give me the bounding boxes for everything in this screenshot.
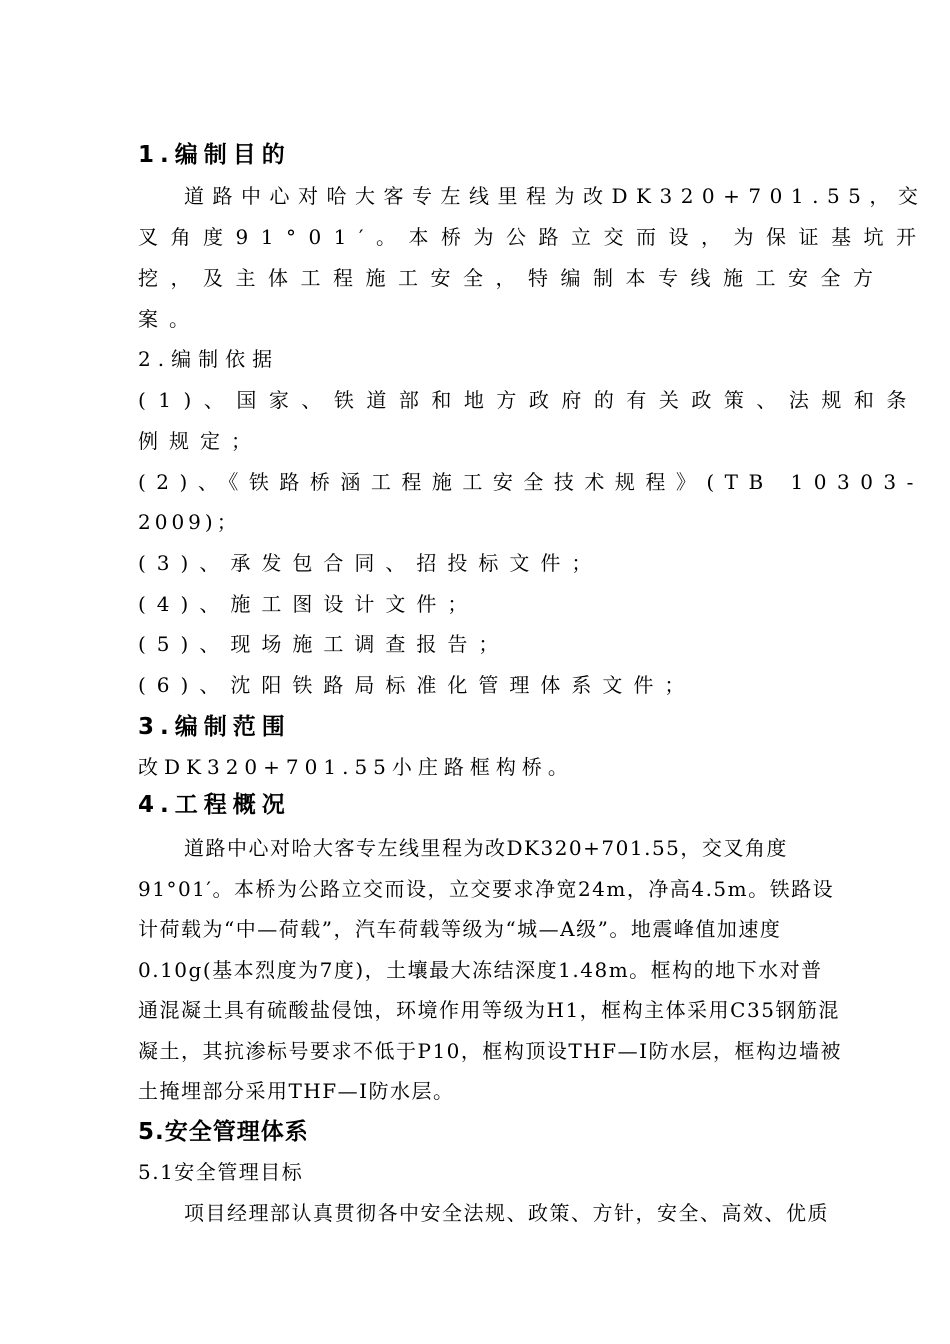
section-4-line-6: 凝土，其抗渗标号要求不低于P10，框构顶设THF—I防水层，框构边墙被: [138, 1039, 842, 1063]
section-4-line-2: 91°01′。本桥为公路立交而设，立交要求净宽24m，净高4.5m。铁路设: [138, 877, 835, 901]
section-1-line-1: 道路中心对哈大客专左线里程为改DK320+701.55，交: [184, 184, 927, 208]
section-2-item-4: (4)、施工图设计文件；: [138, 592, 479, 616]
section-4-line-5: 通混凝土具有硫酸盐侵蚀，环境作用等级为H1，框构主体采用C35钢筋混: [138, 998, 840, 1022]
section-4-line-4: 0.10g(基本烈度为7度)，土壤最大冻结深度1.48m。框构的地下水对普: [138, 958, 823, 982]
section-1-heading: 1.编制目的: [138, 142, 291, 168]
section-4-line-1: 道路中心对哈大客专左线里程为改DK320+701.55，交叉角度: [184, 836, 788, 860]
section-2-item-3: (3)、承发包合同、招投标文件；: [138, 551, 603, 575]
section-1-line-3: 挖，及主体工程施工安全，特编制本专线施工安全方: [138, 266, 886, 290]
section-4-line-7: 土掩埋部分采用THF—I防水层。: [138, 1079, 455, 1103]
section-3-line: 改DK320+701.55小庄路框构桥。: [138, 755, 574, 779]
section-2-item-2-cont: 2009)；: [138, 510, 241, 534]
section-4-line-3: 计荷载为“中—荷载”，汽车荷载等级为“城—A级”。地震峰值加速度: [138, 917, 782, 941]
section-2-item-6: (6)、沈阳铁路局标准化管理体系文件；: [138, 673, 696, 697]
section-2-item-1: (1)、国家、铁道部和地方政府的有关政策、法规和条: [138, 388, 919, 412]
section-2-item-2: (2)、《铁路桥涵工程施工安全技术规程》(TB 10303-: [138, 470, 924, 494]
section-4-heading: 4.工程概况: [138, 792, 291, 818]
section-5-1-subheading: 5.1安全管理目标: [138, 1160, 304, 1184]
section-2-item-5: (5)、现场施工调查报告；: [138, 632, 510, 656]
section-5-1-line: 项目经理部认真贯彻各中安全法规、政策、方针，安全、高效、优质: [184, 1201, 829, 1225]
section-5-heading: 5.安全管理体系: [138, 1119, 309, 1145]
section-1-line-4: 案。: [138, 307, 200, 331]
section-2-item-1-cont: 例规定；: [138, 429, 262, 453]
section-3-heading: 3.编制范围: [138, 714, 291, 740]
section-2-heading: 2.编制依据: [138, 347, 280, 371]
section-1-line-2: 叉角度91°01′。本桥为公路立交而设，为保证基坑开: [138, 225, 929, 249]
